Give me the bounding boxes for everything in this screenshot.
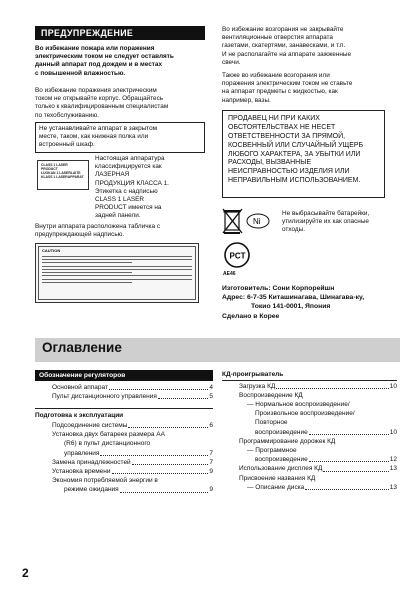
toc-entry-label: Основной аппарат xyxy=(52,384,108,391)
laser-text-line: PRODUCT имеется на xyxy=(95,204,162,212)
ni-label: Ni xyxy=(253,217,261,226)
toc-entry-page: 13 xyxy=(389,483,397,491)
label-text-line xyxy=(42,269,192,270)
toc-entry-page: 9 xyxy=(209,486,213,494)
caution-label-title: CAUTION xyxy=(42,248,61,253)
warning-heading: ПРЕДУПРЕЖДЕНИЕ xyxy=(35,26,205,40)
toc-entry-continued: режиме ожидания xyxy=(64,486,119,494)
toc-entry-page: 13 xyxy=(389,465,397,473)
toc-title: Оглавление xyxy=(42,340,122,355)
vent-warning xyxy=(222,26,402,67)
toc-leader-dots xyxy=(132,464,209,465)
shock-warning-line: по техобслуживанию. xyxy=(35,111,99,119)
toc-entry[interactable] xyxy=(52,392,213,401)
toc-entry-continued: воспроизведение xyxy=(255,456,308,464)
toc-entry-label[interactable]: Экономия потребляемой энергии в xyxy=(52,477,158,485)
toc-entry-label[interactable]: Воспроизведение КД xyxy=(239,391,303,399)
enclosure-warning-line: встроенный шкаф. xyxy=(39,141,95,149)
vent-warning-line: вентиляционные отверстия аппарата xyxy=(222,34,333,42)
battery-disposal-icon xyxy=(222,206,274,236)
label-text-line xyxy=(42,272,132,273)
toc-entry[interactable] xyxy=(52,449,213,458)
toc-entry[interactable] xyxy=(52,421,213,430)
liquid-warning-line: поражения электрическим током не ставьте xyxy=(222,80,353,88)
toc-entry-page: 9 xyxy=(209,467,213,475)
inside-label-note xyxy=(35,223,210,239)
label-text-line xyxy=(42,279,192,280)
manufacturer-line: Изготовитель: Сони Корпорейшн xyxy=(222,285,335,292)
toc-entry[interactable] xyxy=(239,428,397,437)
disclaimer-line: ОБСТОЯТЕЛЬСТВАХ НЕ НЕСЕТ xyxy=(228,123,336,131)
manufacturer-line: Токио 141-0001, Япония xyxy=(251,303,331,311)
class1-laser-label-image xyxy=(37,160,89,190)
toc-right-column xyxy=(222,370,397,492)
fire-warning-line: электрическим током не следует оставлять xyxy=(35,53,174,61)
toc-leader-dots xyxy=(305,489,388,490)
toc-entry[interactable] xyxy=(52,485,213,494)
inside-note-line: предупреждающей надписью. xyxy=(35,231,125,239)
toc-subentry: — Описание диска xyxy=(247,483,305,491)
label-text-line xyxy=(42,256,192,257)
laser-text-line: Настоящая аппаратура xyxy=(95,155,165,162)
toc-leader-dots xyxy=(128,427,208,428)
toc-entry-page: 7 xyxy=(209,458,213,466)
shock-warning xyxy=(35,87,210,120)
liquid-warning-line: например, вазы. xyxy=(222,96,271,104)
shock-warning-line: током не открывайте корпус. Обращайтесь xyxy=(35,95,164,103)
toc-entry[interactable] xyxy=(239,455,397,464)
laser-text-line: Этикетка с надписью xyxy=(95,187,158,195)
toc-entry-continued: воспроизведение xyxy=(255,428,308,436)
fire-warning-line: Во избежание пожара или поражения xyxy=(35,45,155,52)
fire-warning-line: с повышенной влажностью. xyxy=(35,69,126,77)
toc-entry[interactable] xyxy=(239,382,397,391)
fire-warning-line: данный аппарат под дождем и в местах xyxy=(35,61,163,69)
toc-entry[interactable] xyxy=(239,483,397,492)
enclosure-warning-line: Не устанавливайте аппарат в закрытом xyxy=(39,125,158,132)
disclaimer-line: ПРОДАВЕЦ НИ ПРИ КАКИХ xyxy=(228,115,320,122)
laser-label-line: KLASS 1 LASERAPPARAT xyxy=(41,175,84,179)
laser-label-line: CLASS 1 LASER PRODUCT xyxy=(41,163,68,171)
battery-note xyxy=(282,210,402,235)
toc-entry[interactable] xyxy=(52,458,213,467)
toc-entry[interactable] xyxy=(239,464,397,473)
toc-entry-continued[interactable]: (R6) в пульт дистанционного xyxy=(64,440,151,448)
toc-entry-continued: управления xyxy=(64,449,100,457)
laser-text-line: ПРОДУКЦИЯ КЛАССА 1. xyxy=(95,179,169,187)
vent-warning-line: свечи. xyxy=(222,58,241,66)
disclaimer-line: ОТВЕТСТВЕННОСТИ ЗА ПРЯМОЙ, xyxy=(228,132,346,140)
battery-note-line: отходы. xyxy=(282,226,305,234)
toc-entry[interactable] xyxy=(52,383,213,392)
disclaimer-line: НЕИСПРАВНОСТЬЮ ИЗДЕЛИЯ ИЛИ xyxy=(228,168,350,176)
fire-warning xyxy=(35,45,210,78)
toc-entry-label[interactable]: Установка двух батареек размера AA xyxy=(52,431,165,439)
vent-warning-line: И не располагайте на аппарате зажженные xyxy=(222,50,352,58)
toc-entry-page: 10 xyxy=(389,428,397,436)
enclosure-warning-line: месте, таком, как книжная полка или xyxy=(39,133,149,141)
toc-entry-page: 5 xyxy=(209,393,213,401)
toc-leader-dots xyxy=(109,389,208,390)
toc-entry-label: Замена принадлежностей xyxy=(52,458,131,466)
label-text-line xyxy=(42,275,192,276)
liquid-warning xyxy=(222,72,402,105)
shock-warning-line: только к квалифицированным специалистам xyxy=(35,103,169,111)
toc-entry-page: 6 xyxy=(209,421,213,429)
toc-leader-dots xyxy=(120,492,209,493)
enclosure-warning-box xyxy=(35,122,205,153)
toc-entry-page: 7 xyxy=(209,449,213,457)
toc-subentry[interactable]: — Нормальное воспроизведение/ xyxy=(247,400,350,408)
toc-leader-dots xyxy=(323,471,388,472)
liquid-warning-line: на аппарат предметы с жидкостью, как xyxy=(222,88,338,96)
toc-entry-label[interactable]: Программирование дорожек КД xyxy=(239,437,336,445)
disclaimer-line: РАСХОДЫ, ВЫЗВАННЫЕ xyxy=(228,159,312,167)
certification-code: AE46 xyxy=(223,271,236,277)
toc-leader-dots xyxy=(100,455,208,456)
battery-note-line: Не выбрасывайте батарейки, xyxy=(282,210,370,217)
laser-text-line: CLASS 1 LASER xyxy=(95,195,145,203)
toc-entry-page: 4 xyxy=(209,384,213,391)
toc-subentry[interactable]: Произвольное воспроизведение/ xyxy=(255,410,355,418)
toc-left-column xyxy=(35,370,213,495)
toc-leader-dots xyxy=(276,388,388,389)
manufacturer-line: Адрес: 6-7-35 Киташинагава, Шинагава-ку, xyxy=(222,294,365,302)
toc-leader-dots xyxy=(309,434,389,435)
page-number: 2 xyxy=(22,566,29,580)
disclaimer-line: КОСВЕННЫЙ ИЛИ СЛУЧАЙНЫЙ УЩЕРБ xyxy=(228,141,364,149)
liability-disclaimer-box xyxy=(222,110,385,198)
liquid-warning-line: Также во избежание возгорания или xyxy=(222,72,330,79)
toc-entry-label: Подсоединение системы xyxy=(52,421,128,429)
label-text-line xyxy=(42,262,132,263)
vent-warning-line: газетами, скатертями, занавесками, и т.п. xyxy=(222,42,346,50)
toc-entry-label[interactable]: Присвоение названия КД xyxy=(239,474,316,482)
toc-divider xyxy=(35,408,213,409)
caution-label-image xyxy=(35,243,199,303)
disclaimer-line: НЕПРАВИЛЬНЫМ ИСПОЛЬЗОВАНИЕМ. xyxy=(228,177,361,185)
toc-entry-label: Установка времени xyxy=(52,467,111,475)
laser-class-text xyxy=(95,155,210,221)
manufacturer-info xyxy=(222,284,407,321)
laser-label-line: LUOKAN 1 LASERLAITE xyxy=(41,171,81,175)
toc-entry-label: Загрузка КД xyxy=(239,382,276,390)
cert-mark-text: PCT xyxy=(229,251,246,261)
label-text-line xyxy=(42,266,192,267)
label-text-line xyxy=(42,282,132,283)
toc-entry-label: Использование дисплея КД xyxy=(239,465,323,473)
toc-group-head: КД-проигрыватель xyxy=(222,371,284,378)
label-text-line xyxy=(42,259,192,260)
toc-leader-dots xyxy=(158,398,208,399)
laser-text-line: ЛАЗЕРНАЯ xyxy=(95,171,130,179)
toc-entry-label: Пульт дистанционного управления xyxy=(52,393,157,401)
certification-mark-icon xyxy=(222,240,252,270)
toc-section-head: Обозначение регуляторов xyxy=(35,370,213,381)
manufacturer-line: Сделано в Корее xyxy=(222,312,280,320)
laser-text-line: задней панели. xyxy=(95,212,141,220)
laser-text-line: классифицируется как xyxy=(95,163,162,171)
toc-entry-page: 12 xyxy=(389,456,397,464)
toc-entry[interactable] xyxy=(52,467,213,476)
toc-leader-dots xyxy=(112,473,209,474)
battery-note-line: утилизируйте их как опасные xyxy=(282,218,369,226)
toc-entry-page: 10 xyxy=(389,382,397,390)
toc-subentry[interactable]: — Программное xyxy=(247,446,297,454)
disclaimer-line: ЛЮБОГО ХАРАКТЕРА, ЗА УБЫТКИ ИЛИ xyxy=(228,150,361,158)
inside-note-line: Внутри аппарата расположена табличка с xyxy=(35,223,161,230)
toc-leader-dots xyxy=(309,461,389,462)
toc-group-head: Подготовка к эксплуатации xyxy=(35,412,124,420)
vent-warning-line: Во избежание возгорания не закрывайте xyxy=(222,26,344,33)
toc-subentry[interactable]: Повторное xyxy=(255,419,288,427)
shock-warning-line: Во избежание поражения электрическим xyxy=(35,87,157,94)
